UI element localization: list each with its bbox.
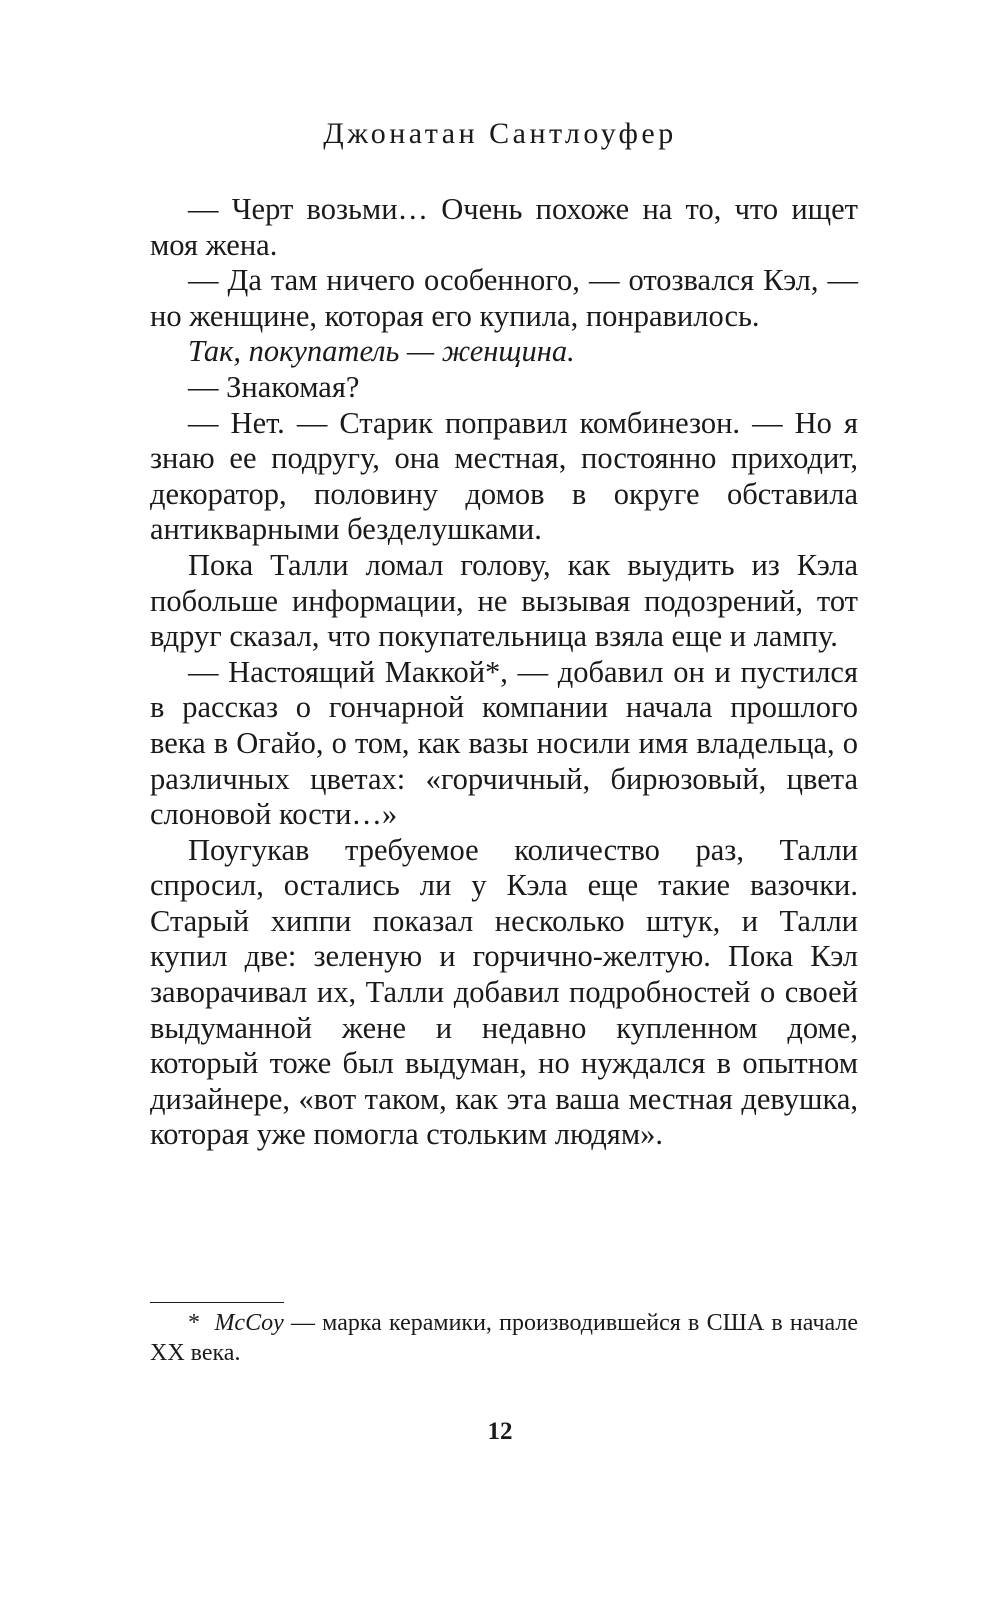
footnote-divider bbox=[150, 1302, 284, 1303]
paragraph: — Знакомая? bbox=[188, 369, 360, 404]
footnote-marker: * bbox=[188, 1310, 200, 1336]
paragraph: — Черт возьми… Очень похоже на то, что ищет моя жена. bbox=[150, 192, 858, 262]
paragraph: Пока Талли ломал голову, как выудить из Кэла побольше информации, не вызывая подозрений, тот вдруг сказал, что покупательница взяла еще и лампу. bbox=[150, 547, 858, 654]
paragraph: Поугукав требуемое количество раз, Талли спросил, остались ли у Кэла еще такие вазочки. Старый хиппи показал несколько штук, и Талли купил две: зеленую и горчично-желтую. Пока Кэл заворачивал их, Талли добавил подробностей о своей выдуманной жене и недавно купленном доме, который тоже был выдуман, но нуждался в опытном дизайнере, «вот таком, как эта ваша местная девушка, которая уже помогла стольким людям». bbox=[150, 832, 858, 1152]
italic-thought: Так, покупатель — женщина. bbox=[188, 334, 575, 369]
page-number: 12 bbox=[487, 1418, 513, 1445]
footnote-term: McCoy bbox=[214, 1310, 284, 1336]
paragraph: — Нет. — Старик поправил комбинезон. — Но я знаю ее подругу, она местная, постоянно приходит, декоратор, половину домов в округе обставила антикварными безделушками. bbox=[150, 405, 858, 547]
running-title: Джонатан Сантлоуфер bbox=[323, 117, 677, 150]
footnote bbox=[150, 1308, 858, 1368]
paragraph: — Настоящий Маккой*, — добавил он и пустился в рассказ о гончарной компании начала прошлого века в Огайо, о том, как вазы носили имя владельца, о различных цветах: «горчичный, бирюзовый, цвета слоновой кости…» bbox=[150, 654, 858, 832]
footnote-text: — марка керамики, производившейся в США в начале XX века. bbox=[150, 1310, 859, 1366]
main-text bbox=[150, 192, 858, 1153]
paragraph: — Да там ничего особенного, — отозвался Кэл, — но женщине, которая его купила, понравилось. bbox=[150, 263, 858, 333]
